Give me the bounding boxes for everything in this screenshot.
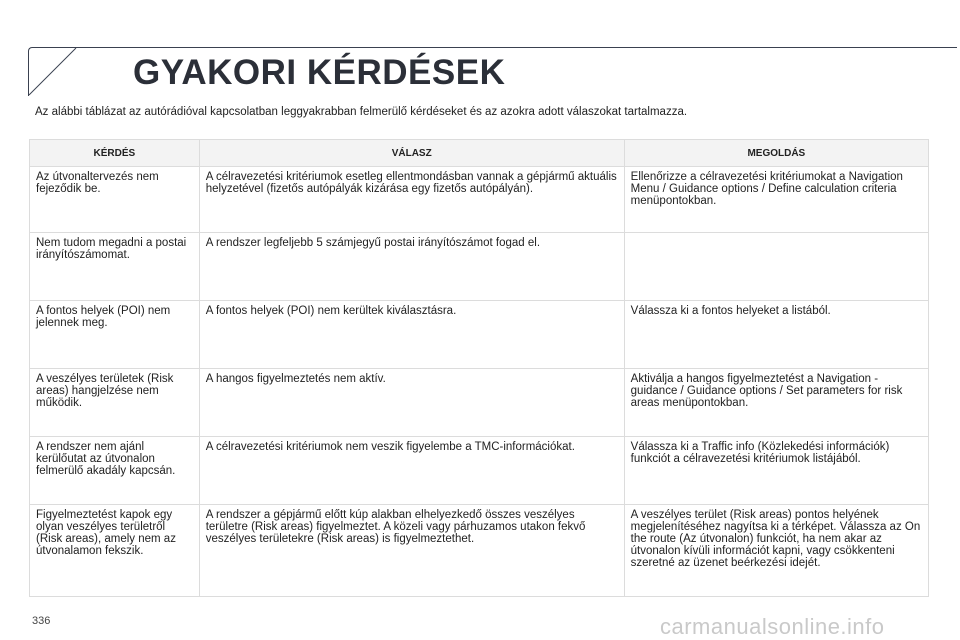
cell-solution: Ellenőrizze a célravezetési kritériumokat a Navigation Menu / Guidance options / Define calculation criteria menüpontokban. [624, 167, 928, 233]
cell-answer: A rendszer a gépjármű előtt kúp alakban elhelyezkedő összes veszélyes területre (Risk areas) figyelmeztet. A közeli vagy párhuzamos utakon fekvő veszélyes területekre (Risk areas) is figyelmeztethet. [199, 505, 624, 597]
cell-answer: A célravezetési kritériumok esetleg ellentmondásban vannak a gépjármű aktuális helyzetével (fizetős autópályák kizárása egy fizetős autópályán). [199, 167, 624, 233]
cell-question: A fontos helyek (POI) nem jelennek meg. [30, 301, 200, 369]
cell-solution: Válassza ki a fontos helyeket a listából. [624, 301, 928, 369]
cell-answer: A hangos figyelmeztetés nem aktív. [199, 369, 624, 437]
watermark: carmanualsonline.info [660, 614, 885, 639]
cell-question: A veszélyes területek (Risk areas) hangjelzése nem működik. [30, 369, 200, 437]
cell-question: A rendszer nem ajánl kerülőutat az útvonalon felmerülő akadály kapcsán. [30, 437, 200, 505]
cell-solution: A veszélyes terület (Risk areas) pontos helyének megjelenítéséhez nagyítsa ki a térképet. Válassza az On the route (Az útvonalon) funkciót, ha nem akar az útvonalon kívüli információt kapni, vagy csökkenteni szeretné az üzenet beérkezési idejét. [624, 505, 928, 597]
table-row [30, 437, 929, 505]
title-corner-decoration [0, 0, 120, 100]
header-solution: MEGOLDÁS [624, 140, 928, 167]
header-question: KÉRDÉS [30, 140, 200, 167]
intro-text: Az alábbi táblázat az autórádióval kapcsolatban leggyakrabban felmerülő kérdéseket és az azokra adott válaszokat tartalmazza. [35, 106, 688, 118]
cell-solution: Válassza ki a Traffic info (Közlekedési információk) funkciót a célravezetési kritériumok listájából. [624, 437, 928, 505]
cell-answer: A célravezetési kritériumok nem veszik figyelembe a TMC-információkat. [199, 437, 624, 505]
cell-answer: A rendszer legfeljebb 5 számjegyű postai irányítószámot fogad el. [199, 233, 624, 301]
faq-table [29, 139, 929, 597]
cell-question: Nem tudom megadni a postai irányítószámomat. [30, 233, 200, 301]
table-row [30, 301, 929, 369]
table-row [30, 505, 929, 597]
page-number: 336 [32, 615, 51, 627]
cell-question: Figyelmeztetést kapok egy olyan veszélyes területről (Risk areas), amely nem az útvonalamon fekszik. [30, 505, 200, 597]
table-row [30, 369, 929, 437]
table-row [30, 167, 929, 233]
cell-solution [624, 233, 928, 301]
header-answer: VÁLASZ [199, 140, 624, 167]
page-title: GYAKORI KÉRDÉSEK [133, 53, 506, 92]
cell-solution: Aktiválja a hangos figyelmeztetést a Navigation - guidance / Guidance options / Set parameters for risk areas menüpontokban. [624, 369, 928, 437]
table-header-row [30, 140, 929, 167]
cell-answer: A fontos helyek (POI) nem kerültek kiválasztásra. [199, 301, 624, 369]
table-row [30, 233, 929, 301]
cell-question: Az útvonaltervezés nem fejeződik be. [30, 167, 200, 233]
